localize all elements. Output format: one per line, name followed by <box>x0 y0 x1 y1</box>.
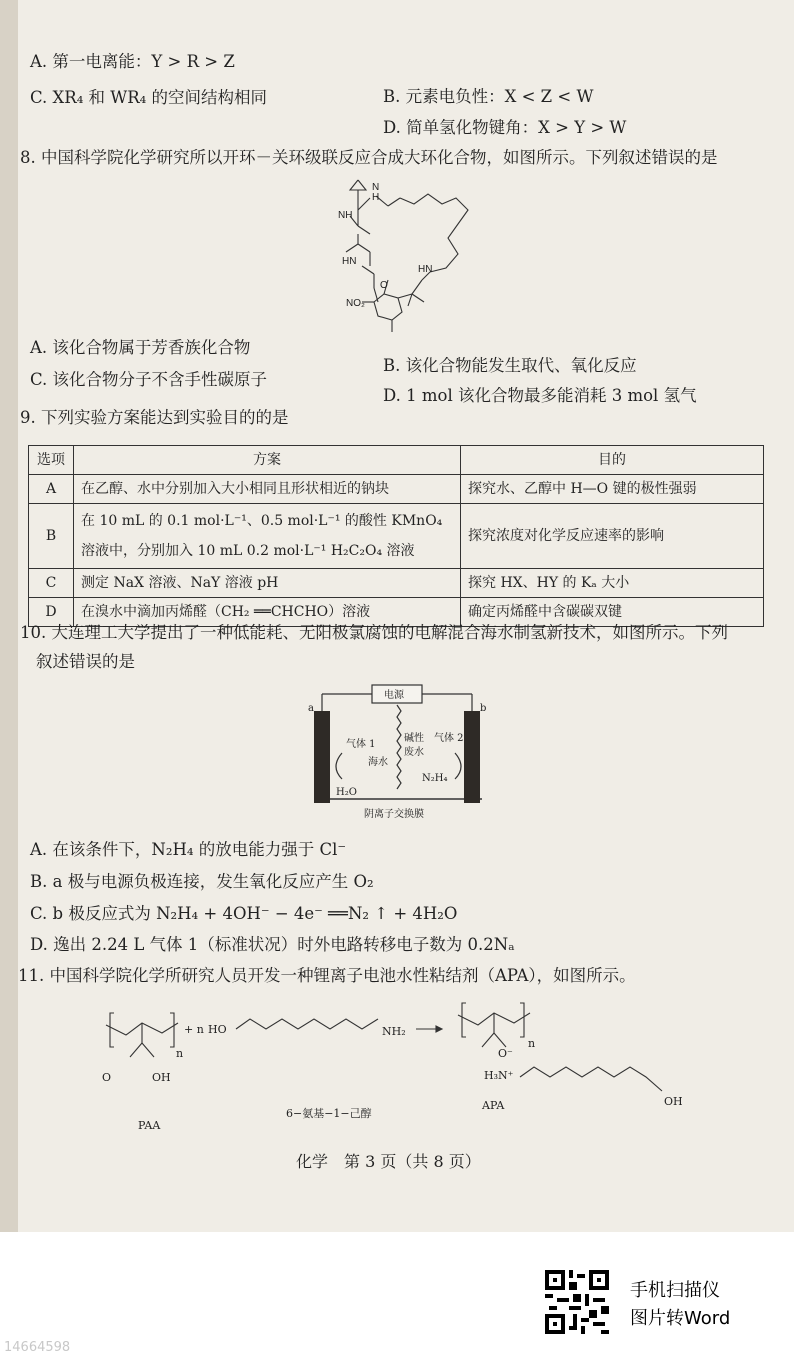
page-footer: 化学 第 3 页（共 8 页） <box>296 1152 481 1171</box>
aminohexanol-label: 6−氨基−1−己醇 <box>286 1107 372 1120</box>
seawater-label: 海水 <box>368 757 388 768</box>
q8-option-d: D. 1 mol 该化合物最多能消耗 3 mol 氢气 <box>383 386 697 405</box>
row-option: C <box>29 569 74 598</box>
q10-option-d: D. 逸出 2.24 L 气体 1（标准状况）时外电路转移电子数为 0.2Nₐ <box>30 935 515 954</box>
ho-label: HO <box>208 1023 227 1036</box>
q7-option-a: A. 第一电离能：Y > R > Z <box>30 52 235 71</box>
row-plan: 测定 NaX 溶液、NaY 溶液 pH <box>74 569 461 598</box>
q10-option-a: A. 在该条件下，N₂H₄ 的放电能力强于 Cl⁻ <box>30 840 347 859</box>
qr-code-icon <box>545 1270 609 1334</box>
amine-hn-label: HN <box>342 256 357 267</box>
ester-o-label: O <box>380 280 388 291</box>
apa-reaction-scheme <box>90 995 710 1140</box>
q8-option-a: A. 该化合物属于芳香族化合物 <box>30 338 251 357</box>
paa-o-label: O <box>102 1071 112 1084</box>
table-header-option: 选项 <box>29 446 74 475</box>
table-row <box>29 475 764 504</box>
q8-option-b: B. 该化合物能发生取代、氧化反应 <box>383 356 637 375</box>
row-plan: 在乙醇、水中分别加入大小相同且形状相近的钠块 <box>74 475 461 504</box>
row-option: B <box>29 504 74 569</box>
hydrazine-label: N₂H₄ <box>422 773 448 784</box>
row-plan: 在溴水中滴加丙烯醛（CH₂ ══CHCHO）溶液 <box>74 598 461 627</box>
electrolysis-cell-diagram <box>300 683 500 823</box>
q8-stem: 8. 中国科学院化学研究所以开环－关环级联反应合成大环化合物，如图所示。下列叙述错误的是 <box>20 148 718 167</box>
image-id-text: 14664598 <box>4 1340 71 1355</box>
paa-label: PAA <box>138 1119 161 1132</box>
membrane-label: 阴离子交换膜 <box>364 809 424 820</box>
carboxylate-label: O⁻ <box>498 1047 513 1060</box>
electrode-b <box>464 711 480 803</box>
ammonium-label: H₃N⁺ <box>484 1069 514 1082</box>
q7-option-c: C. XR₄ 和 WR₄ 的空间结构相同 <box>30 88 268 107</box>
electrode-b-label: b <box>480 703 487 714</box>
amine-hn2-label: HN <box>418 264 433 275</box>
row-goal: 探究浓度对化学反应速率的影响 <box>461 504 764 569</box>
macrocycle-structure-diagram <box>318 168 498 338</box>
q10-option-b: B. a 极与电源负极连接，发生氧化反应产生 O₂ <box>30 872 374 891</box>
watermark-line-2: 图片转Word <box>630 1308 731 1329</box>
nh2-label: NH₂ <box>382 1025 406 1038</box>
row-goal: 确定丙烯醛中含碳碳双键 <box>461 598 764 627</box>
table-header-plan: 方案 <box>74 446 461 475</box>
table-header-row <box>29 446 764 475</box>
electrode-a <box>314 711 330 803</box>
paa-n-label: n <box>176 1047 184 1060</box>
gas2-label: 气体 2 <box>434 733 464 744</box>
wastewater-label: 废水 <box>404 747 424 758</box>
apa-label: APA <box>482 1099 505 1112</box>
table-header-goal: 目的 <box>461 446 764 475</box>
row-option: D <box>29 598 74 627</box>
electrode-a-label: a <box>308 703 314 714</box>
q10-stem-line2: 叙述错误的是 <box>36 652 135 671</box>
water-label: H₂O <box>336 787 357 798</box>
q8-option-c: C. 该化合物分子不含手性碳原子 <box>30 370 268 389</box>
apa-oh-label: OH <box>664 1095 683 1108</box>
row-goal: 探究水、乙醇中 H—O 键的极性强弱 <box>461 475 764 504</box>
q11-stem: 11. 中国科学院化学所研究人员开发一种锂离子电池水性粘结剂（APA），如图所示。 <box>18 966 636 985</box>
gas1-label: 气体 1 <box>346 739 376 750</box>
q7-option-d: D. 简单氢化物键角：X > Y > W <box>383 118 627 137</box>
q9-stem: 9. 下列实验方案能达到实验目的的是 <box>20 408 289 427</box>
q7-option-b: B. 元素电负性：X < Z < W <box>383 87 594 106</box>
plus-n-label: + n <box>184 1023 204 1036</box>
amide-n-label: N <box>372 182 380 193</box>
row-option: A <box>29 475 74 504</box>
experiment-table <box>28 445 764 627</box>
alkaline-label: 碱性 <box>404 733 424 744</box>
power-source-label: 电源 <box>384 690 404 701</box>
q10-option-c: C. b 极反应式为 N₂H₄ + 4OH⁻ − 4e⁻ ══N₂ ↑ + 4H₂O <box>30 904 458 923</box>
table-row <box>29 504 764 569</box>
watermark-line-1: 手机扫描仪 <box>630 1280 720 1301</box>
row-plan: 在 10 mL 的 0.1 mol·L⁻¹、0.5 mol·L⁻¹ 的酸性 KMnO₄ 溶液中，分别加入 10 mL 0.2 mol·L⁻¹ H₂C₂O₄ 溶液 <box>74 504 461 569</box>
paa-oh-label: OH <box>152 1071 171 1084</box>
amide-nh-label: NH <box>338 210 353 221</box>
nitro-label: NO₂ <box>346 298 365 309</box>
table-row <box>29 569 764 598</box>
apa-n-label: n <box>528 1037 536 1050</box>
row-goal: 探究 HX、HY 的 Kₐ 大小 <box>461 569 764 598</box>
q10-stem-line1: 10. 大连理工大学提出了一种低能耗、无阳极氯腐蚀的电解混合海水制氢新技术，如图所示。下列 <box>20 623 728 642</box>
amide-h-label: H <box>372 192 380 203</box>
